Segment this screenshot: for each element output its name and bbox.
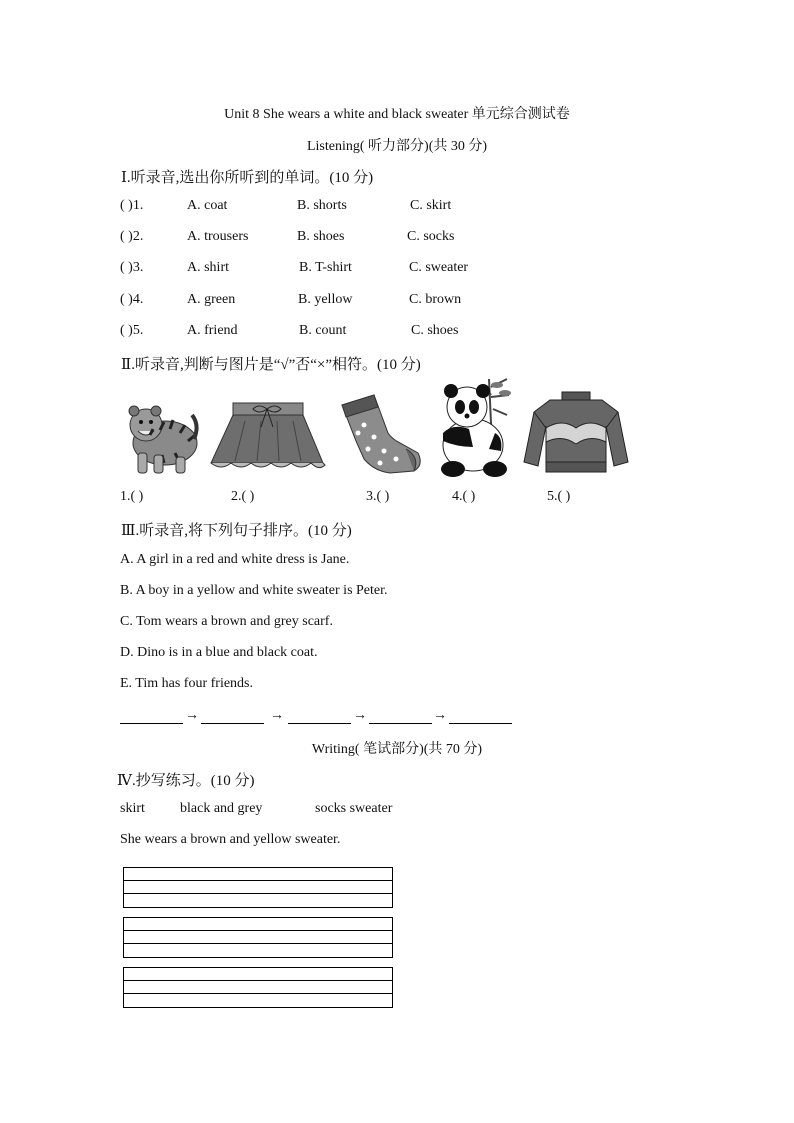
section2-heading: Ⅱ.听录音,判断与图片是“√”否“×”相符。(10 分) [121, 357, 421, 373]
order-blank-4[interactable] [369, 723, 432, 724]
copy-word-1: skirt [120, 801, 145, 816]
q3-option-b: B. T-shirt [299, 260, 352, 275]
q1-option-c: C. skirt [410, 198, 452, 213]
picture-answer-3[interactable]: 3.( ) [366, 489, 390, 504]
arrow-3: → [353, 708, 367, 723]
q1-number: ( )1. [120, 198, 144, 213]
writing-header: Writing( 笔试部分)(共 70 分) [311, 742, 483, 757]
page-title: Unit 8 She wears a white and black sweater 单元综合测试卷 [224, 107, 570, 122]
order-blank-2[interactable] [201, 723, 264, 724]
order-blank-3[interactable] [288, 723, 351, 724]
q5-option-c: C. shoes [411, 323, 459, 338]
q2-option-c: C. socks [407, 229, 455, 244]
q4-option-a: A. green [187, 292, 236, 307]
writing-lines-1[interactable] [123, 867, 393, 908]
arrow-1: → [185, 708, 199, 723]
tiger-icon [120, 395, 200, 480]
writing-lines-2[interactable] [123, 917, 393, 958]
arrow-4: → [433, 708, 447, 723]
q3-option-c: C. sweater [409, 260, 469, 275]
q1-option-a: A. coat [187, 198, 228, 213]
sentence-b: B. A boy in a yellow and white sweater is Peter. [120, 583, 388, 598]
sock-icon [334, 393, 426, 477]
copy-word-3: socks sweater [315, 801, 393, 816]
sentence-e: E. Tim has four friends. [120, 676, 253, 691]
section1-heading: Ⅰ.听录音,选出你所听到的单词。(10 分) [121, 170, 374, 186]
q2-option-b: B. shoes [297, 229, 345, 244]
q2-number: ( )2. [120, 229, 144, 244]
q3-number: ( )3. [120, 260, 144, 275]
order-blank-5[interactable] [449, 723, 512, 724]
sweater-icon [522, 390, 630, 476]
section4-heading: Ⅳ.抄写练习。(10 分) [117, 773, 255, 789]
q1-option-b: B. shorts [297, 198, 347, 213]
order-blank-1[interactable] [120, 723, 183, 724]
listening-header: Listening( 听力部分)(共 30 分) [306, 139, 488, 154]
sentence-d: D. Dino is in a blue and black coat. [120, 645, 318, 660]
q2-option-a: A. trousers [187, 229, 249, 244]
picture-answer-2[interactable]: 2.( ) [231, 489, 255, 504]
arrow-2: → [270, 708, 284, 723]
writing-lines-3[interactable] [123, 967, 393, 1008]
q4-option-c: C. brown [409, 292, 462, 307]
picture-answer-4[interactable]: 4.( ) [452, 489, 476, 504]
sentence-c: C. Tom wears a brown and grey scarf. [120, 614, 333, 629]
skirt-icon [205, 401, 330, 477]
q5-option-a: A. friend [187, 323, 238, 338]
copy-sentence: She wears a brown and yellow sweater. [120, 832, 341, 847]
q4-number: ( )4. [120, 292, 144, 307]
sentence-a: A. A girl in a red and white dress is Jane. [120, 552, 350, 567]
copy-word-2: black and grey [180, 801, 263, 816]
q5-number: ( )5. [120, 323, 144, 338]
section3-heading: Ⅲ.听录音,将下列句子排序。(10 分) [121, 523, 352, 539]
q5-option-b: B. count [299, 323, 347, 338]
panda-icon [433, 377, 515, 479]
q3-option-a: A. shirt [187, 260, 229, 275]
picture-answer-5[interactable]: 5.( ) [547, 489, 571, 504]
q4-option-b: B. yellow [298, 292, 353, 307]
picture-answer-1[interactable]: 1.( ) [120, 489, 144, 504]
